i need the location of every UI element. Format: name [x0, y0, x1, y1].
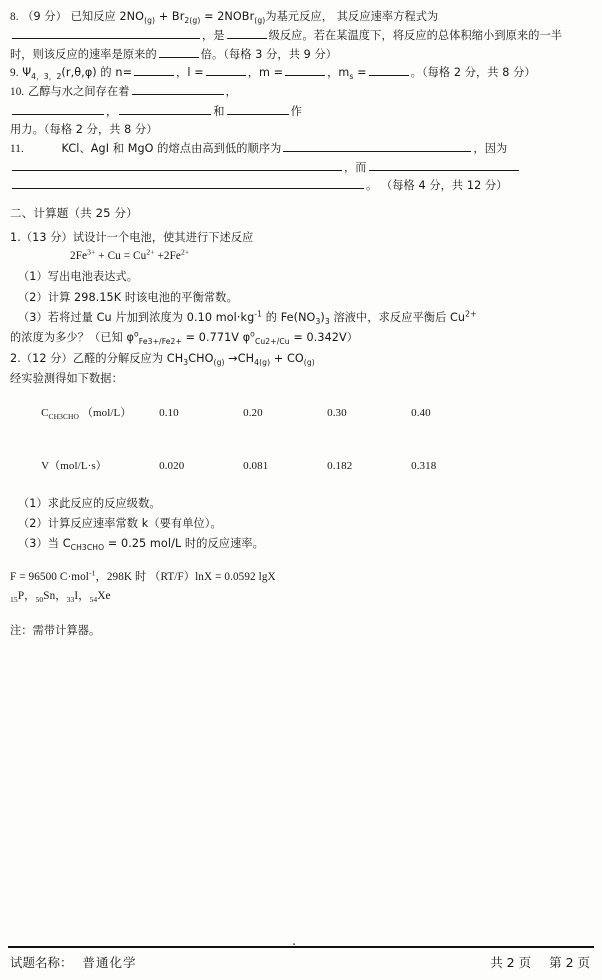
- section-heading-calculation: 二、计算题（共 25 分）: [10, 205, 138, 220]
- answer-blank[interactable]: [285, 64, 325, 76]
- formula-sub: 4(g): [254, 357, 271, 367]
- answer-blank[interactable]: [12, 178, 364, 190]
- cell-value: 0.30: [327, 407, 347, 420]
- problem-1-item-1: （1）写出电池表达式。: [18, 270, 139, 284]
- question-8-sub-c: (g): [254, 16, 266, 26]
- constants-sup: -1: [88, 568, 96, 578]
- question-8-line2: [10, 27, 592, 44]
- item-sub: CH3CHO: [70, 543, 105, 553]
- footer-exam-title: 普通化学: [82, 955, 137, 970]
- question-11: [10, 140, 592, 158]
- question-9-text-d: ，m =: [247, 66, 284, 80]
- item-sup: -1: [254, 309, 263, 319]
- row-label-text: V: [41, 459, 50, 472]
- question-11-text-e: （每格 4 分，共 12 分）: [380, 179, 508, 193]
- answer-blank[interactable]: [227, 103, 289, 115]
- cell-value: 0.10: [159, 407, 179, 420]
- item-text: 溶液中，求反应平衡后 Cu: [329, 311, 466, 324]
- question-11-number: 11.: [10, 142, 24, 155]
- question-9-text-b: (r,θ,φ) 的 n=: [61, 66, 133, 80]
- question-8-text-e: 其反应速率方程式为: [336, 10, 439, 23]
- cell-value: 0.020: [159, 459, 185, 472]
- question-9-sub-a: 4，3，2: [31, 72, 62, 82]
- question-8-text-d: 为基元反应，: [265, 10, 334, 23]
- question-10-line2: [10, 103, 592, 120]
- item-text: = 0.771V φ: [181, 331, 251, 345]
- question-8-text-b: + Br: [155, 10, 185, 23]
- answer-blank[interactable]: [283, 140, 471, 152]
- question-10-text-c: ，: [106, 104, 118, 118]
- isotope-symbol: I: [74, 590, 79, 603]
- question-10-text-d: 和: [213, 104, 225, 118]
- row-label-sub: CH3CHO: [48, 412, 80, 422]
- item-sub: Cu2+/Cu: [254, 337, 290, 347]
- problem-1-heading: 1.（13 分）试设计一个电池，使其进行下述反应: [10, 230, 254, 244]
- question-8-number: 8.: [10, 11, 19, 23]
- footer-total-pages: 共 2 页: [490, 955, 532, 970]
- cell-value: 0.40: [411, 407, 431, 420]
- item-sub: 3: [324, 317, 330, 327]
- answer-blank[interactable]: [12, 28, 200, 40]
- problem-2-item-3: [10, 535, 592, 552]
- answer-blank[interactable]: [159, 46, 199, 58]
- row-label: [41, 405, 159, 422]
- problem-1-item-3: [10, 309, 592, 326]
- row-label-unit: （mol/L）: [79, 407, 132, 420]
- item-text: 的 Fe(NO: [262, 311, 316, 324]
- item-sub: 3: [315, 317, 321, 327]
- cell-value: 0.20: [243, 407, 263, 420]
- formula-part: + CO: [270, 351, 304, 365]
- isotope-sub: 54: [89, 595, 98, 605]
- cell-value: 0.318: [411, 459, 437, 472]
- answer-blank[interactable]: [369, 159, 519, 171]
- constants-text: ，298K 时 （RT/F）lnX = 0.0592 lgX: [95, 570, 276, 583]
- isotope-sub: 15: [10, 595, 18, 605]
- problem-2-head-formula: CH: [166, 351, 184, 365]
- question-10-text-a: 乙醇与水之间存在着: [27, 85, 130, 99]
- question-8-line3: [10, 46, 592, 63]
- item-sup: 2+: [465, 309, 477, 319]
- cell-value: 0.182: [327, 459, 353, 472]
- question-10-text-e: 作: [290, 104, 302, 118]
- isotope-sub: 33: [66, 595, 75, 605]
- row-label: [41, 458, 159, 475]
- isotope-sub: 50: [35, 595, 44, 605]
- equation-sup: 3+: [87, 247, 96, 257]
- formula-part: CHO: [188, 351, 214, 365]
- question-9-text-e: ，m: [327, 66, 350, 80]
- question-11-text-b: ，因为: [473, 141, 508, 155]
- question-9-text-g: 。（每格 2 分，共 8 分）: [410, 66, 536, 80]
- question-8-text-h: 时，则该反应的速率是原来的: [10, 47, 157, 61]
- equation-part: + Cu = Cu: [95, 249, 147, 262]
- equation-part: +2Fe: [154, 249, 181, 262]
- isotope-symbol: P: [17, 590, 25, 603]
- question-9-text-c: ，l =: [176, 66, 204, 80]
- item-text: = 0.25 mol/L 时的反应速率。: [104, 537, 264, 551]
- answer-blank[interactable]: [12, 103, 104, 115]
- item-text: （3）若将过量 Cu 片加到浓度为 0.10 mol·kg: [18, 311, 255, 324]
- footer-current-page: 第 2 页: [549, 955, 590, 970]
- formula-sub: (g): [213, 357, 225, 367]
- data-table-row: [10, 441, 592, 492]
- question-9-number: 9.: [10, 67, 19, 80]
- footer-left: [10, 953, 143, 971]
- equation-sup: 2+: [146, 247, 155, 257]
- answer-blank[interactable]: [12, 159, 342, 171]
- problem-2-item-2: （2）计算反应速率常数 k（要有单位）。: [18, 517, 222, 531]
- problem-2-heading: [10, 350, 592, 367]
- problem-1-item-2: （2）计算 298.15K 时该电池的平衡常数。: [18, 290, 238, 304]
- question-8-sub-a: (g): [144, 16, 156, 26]
- answer-blank[interactable]: [134, 64, 174, 76]
- answer-blank[interactable]: [369, 64, 409, 76]
- isotope-symbol: Sn: [43, 590, 56, 603]
- exam-note: 注：需带计算器。: [10, 623, 101, 637]
- data-table-row: [10, 388, 592, 439]
- item-text: = 0.342V）: [289, 331, 359, 345]
- question-10-number: 10.: [10, 86, 25, 99]
- answer-blank[interactable]: [206, 64, 246, 76]
- question-10-line3: [10, 121, 592, 138]
- question-8-text-c: = 2NOBr: [200, 10, 255, 23]
- question-9: [10, 64, 592, 82]
- question-11-text-d: 。: [366, 179, 378, 193]
- footer-divider: [8, 946, 594, 948]
- question-8-text-g: 级反应。若在某温度下，将反应的总体积缩小到原来的一半: [268, 29, 563, 43]
- equation-part: 2Fe: [70, 249, 88, 262]
- row-label-text: C: [41, 407, 49, 420]
- footer-label: 试题名称：: [10, 955, 73, 970]
- page-footer: [0, 946, 602, 980]
- question-9-sub-e: s: [349, 72, 354, 82]
- formula-sub: 3: [183, 357, 189, 367]
- question-10: [10, 83, 592, 101]
- item-text: ): [320, 311, 325, 324]
- question-10-text-b: ，: [225, 85, 237, 99]
- question-11-text-c: ，而: [344, 160, 367, 174]
- question-8: [10, 8, 592, 26]
- page-dot-mark: .: [292, 934, 297, 949]
- question-11-line2: [10, 159, 592, 176]
- question-11-text-a: KCl、AgI 和 MgO 的熔点由高到低的顺序为: [61, 141, 282, 155]
- footer-right: [476, 953, 590, 971]
- question-8-text-i: 倍。（每格 3 分，共 9 分）: [200, 47, 338, 61]
- answer-blank[interactable]: [132, 84, 224, 96]
- question-10-text-f: 用力。（每格 2 分，共 8 分）: [10, 123, 158, 137]
- question-9-text-f: =: [353, 66, 367, 80]
- problem-1-item-4: [10, 329, 592, 346]
- problem-2-item-1: （1）求此反应的反应级数。: [18, 496, 161, 510]
- question-8-sub-b: 2(g): [184, 16, 201, 26]
- item-text: 的浓度为多少？（已知 φ: [10, 331, 135, 345]
- item-sup: o: [134, 329, 139, 339]
- question-11-line3: [10, 177, 592, 194]
- cell-value: 0.081: [243, 459, 269, 472]
- row-label-unit: （mol/L·s）: [49, 459, 107, 472]
- answer-blank[interactable]: [119, 103, 211, 115]
- formula-sub: (g): [303, 357, 315, 367]
- formula-part: →CH: [224, 351, 255, 365]
- question-9-text-a: Ψ: [22, 66, 32, 80]
- constants-line-1: [10, 569, 592, 586]
- constants-text: F = 96500 C·mol: [10, 570, 89, 583]
- question-8-text-a: 已知反应 2NO: [70, 10, 145, 23]
- answer-blank[interactable]: [227, 28, 267, 40]
- problem-2-subheading: 经实验测得如下数据：: [10, 372, 123, 386]
- item-sup: o: [250, 329, 255, 339]
- equation-sup: 2+: [181, 247, 190, 257]
- item-text: （3）当 C: [18, 537, 71, 551]
- constants-line-2: $_{15}$P，$_{50}$Sn，$_{33}$I，$_{54}$Xe: [10, 590, 111, 605]
- problem-2-head-text: 2.（12 分）乙醛的分解反应为: [10, 351, 164, 365]
- question-8-score: （9 分）: [22, 10, 67, 23]
- item-sub: Fe3+/Fe2+: [138, 337, 182, 347]
- footer-content: [10, 953, 590, 971]
- problem-1-equation: [10, 248, 592, 265]
- question-8-text-f: ，是: [202, 29, 225, 43]
- isotope-symbol: Xe: [97, 590, 111, 603]
